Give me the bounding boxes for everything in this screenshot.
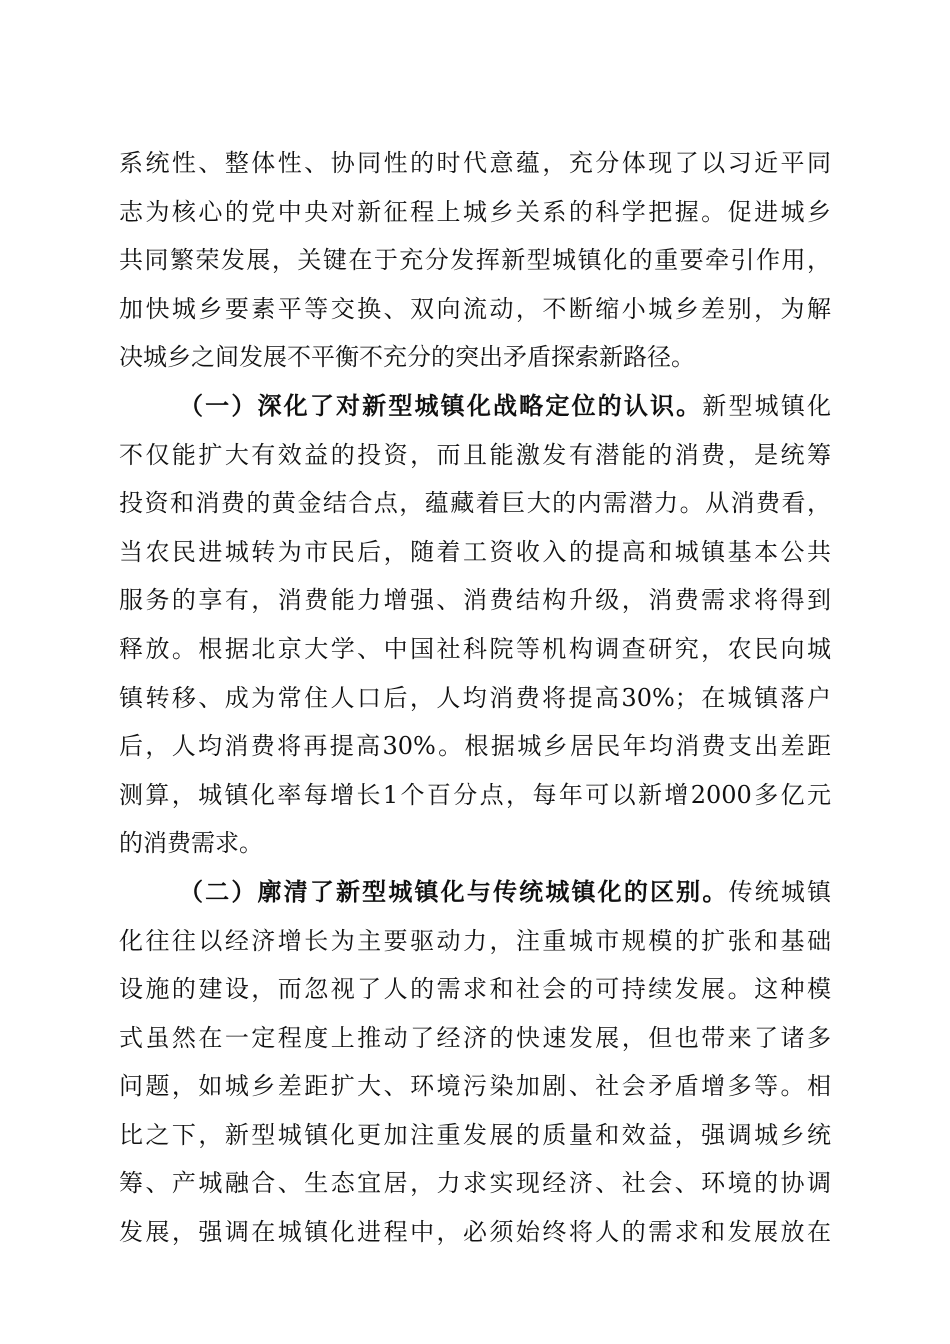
body-text-line: 后，人均消费将再提高30%。根据城乡居民年均消费支出差距 (119, 732, 831, 761)
body-text-line: 共同繁荣发展，关键在于充分发挥新型城镇化的重要牵引作用， (119, 246, 831, 275)
document-body (119, 139, 831, 1257)
section-first-line (119, 382, 831, 431)
body-text-line: 设施的建设，而忽视了人的需求和社会的可持续发展。这种模 (119, 975, 831, 1004)
body-text-line: 投资和消费的黄金结合点，蕴藏着巨大的内需潜力。从消费看， (119, 489, 831, 518)
body-text-line: 当农民进城转为市民后，随着工资收入的提高和城镇基本公共 (119, 537, 831, 566)
body-text-line: 加快城乡要素平等交换、双向流动，不断缩小城乡差别，为解 (119, 294, 831, 323)
body-text-line: 比之下，新型城镇化更加注重发展的质量和效益，强调城乡统 (119, 1120, 831, 1149)
section-first-line-text: 传统城镇 (728, 877, 831, 906)
body-text-line: 志为核心的党中央对新征程上城乡关系的科学把握。促进城乡 (119, 197, 831, 226)
body-text-line: 发展，强调在城镇化进程中，必须始终将人的需求和发展放在 (119, 1218, 831, 1247)
body-text-line: 释放。根据北京大学、中国社科院等机构调查研究，农民向城 (119, 634, 831, 663)
section-first-line-text: 新型城镇化 (702, 391, 832, 420)
body-text-line: 筹、产城融合、生态宜居，力求实现经济、社会、环境的协调 (119, 1169, 831, 1198)
body-text-line: 问题，如城乡差距扩大、环境污染加剧、社会矛盾增多等。相 (119, 1072, 831, 1101)
section-heading: （二）廓清了新型城镇化与传统城镇化的区别。 (179, 876, 729, 906)
body-text-line: 镇转移、成为常住人口后，人均消费将提高30%；在城镇落户 (119, 683, 831, 712)
body-text-line: 系统性、整体性、协同性的时代意蕴，充分体现了以习近平同 (119, 149, 831, 177)
body-text-line: 不仅能扩大有效益的投资，而且能激发有潜能的消费，是统筹 (119, 440, 831, 469)
body-text-line: 测算，城镇化率每增长1个百分点，每年可以新增2000多亿元 (119, 780, 831, 809)
section-first-line (119, 868, 831, 917)
body-text-line: 化往往以经济增长为主要驱动力，注重城市规模的扩张和基础 (119, 926, 831, 955)
body-text-line: 式虽然在一定程度上推动了经济的快速发展，但也带来了诸多 (119, 1023, 831, 1052)
section-heading: （一）深化了对新型城镇化战略定位的认识。 (179, 390, 703, 420)
body-text-line: 决城乡之间发展不平衡不充分的突出矛盾探索新路径。 (119, 343, 695, 372)
body-text-line: 的消费需求。 (119, 829, 263, 858)
body-text-line: 服务的享有，消费能力增强、消费结构升级，消费需求将得到 (119, 586, 831, 615)
